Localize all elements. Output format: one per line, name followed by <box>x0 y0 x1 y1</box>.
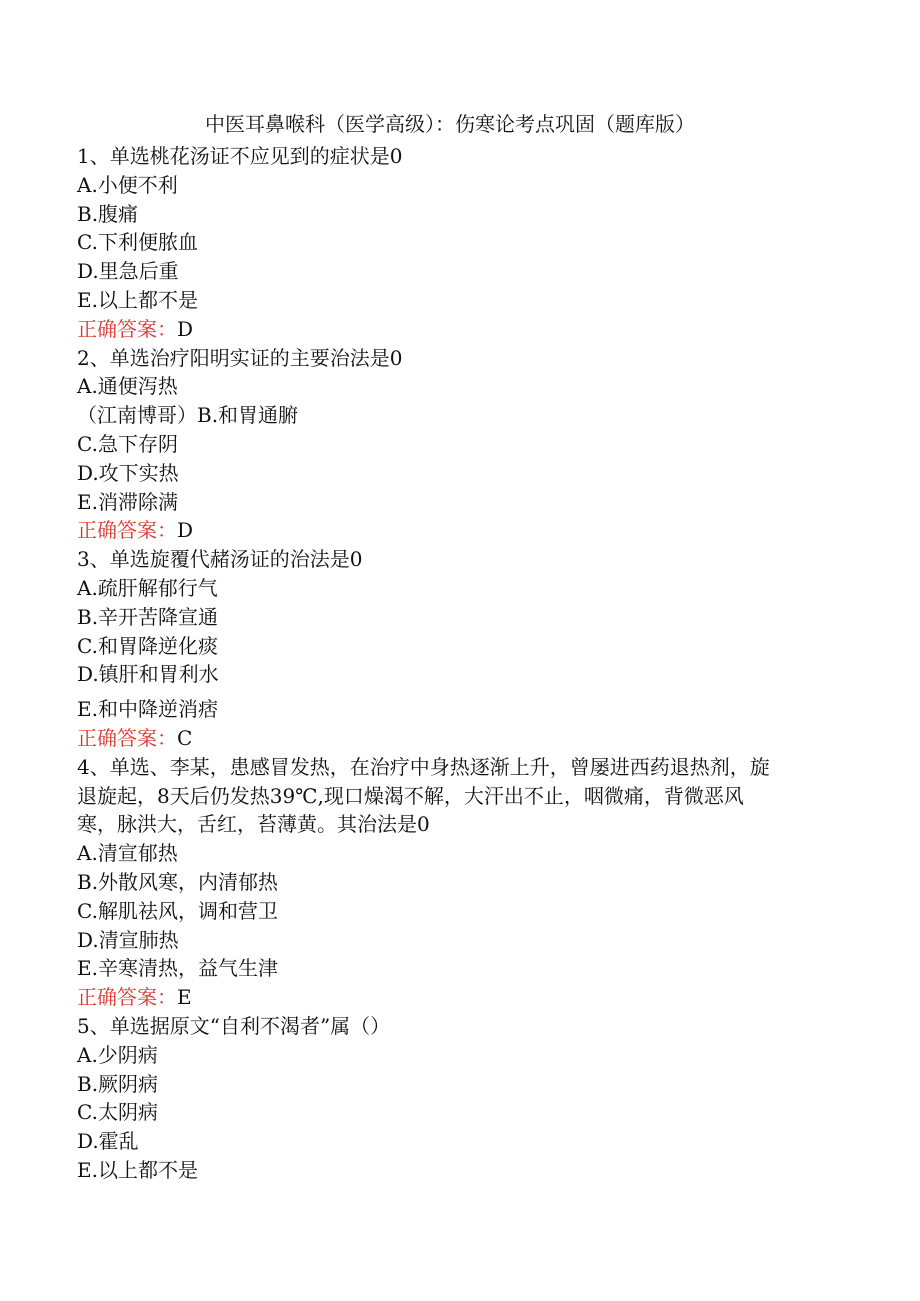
question-stem: 1、单选桃花汤证不应见到的症状是0 <box>77 144 403 168</box>
option-e: E.以上都不是 <box>77 1157 198 1182</box>
option-a: A.通便泻热 <box>77 374 178 399</box>
option-d: D.攻下实热 <box>77 460 179 485</box>
correct-answer <box>77 315 837 344</box>
question-stem: 2、单选治疗阳明实证的主要治法是0 <box>77 345 403 370</box>
question-list <box>77 142 837 1185</box>
option-e: E.消滞除满 <box>77 489 178 514</box>
question-3 <box>77 545 837 753</box>
option-b: （江南博哥）B.和胃通腑 <box>77 403 299 428</box>
option-c: C.急下存阴 <box>77 431 178 456</box>
correct-answer <box>77 724 837 753</box>
question-5 <box>77 1012 837 1185</box>
option-c: C.和胃降逆化痰 <box>77 633 218 658</box>
question-stem-line-2: 退旋起，8天后仍发热39℃,现口燥渴不解，大汗出不止，咽微痛，背微恶风 <box>77 783 744 808</box>
option-a: A.清宣郁热 <box>77 841 178 866</box>
correct-answer <box>77 516 837 545</box>
answer-value: E <box>177 985 192 1010</box>
option-d: D.清宣肺热 <box>77 927 179 952</box>
option-a: A.少阴病 <box>77 1042 158 1067</box>
document-title: 中医耳鼻喉科（医学高级）：伤寒论考点巩固（题库版） <box>205 112 695 136</box>
question-4 <box>77 753 837 1012</box>
option-b: B.外散风寒，内清郁热 <box>77 869 279 894</box>
option-e: E.辛寒清热，益气生津 <box>77 956 278 981</box>
option-c: C.解肌祛风，调和营卫 <box>77 898 278 923</box>
question-stem-line-1: 4、单选、李某，患感冒发热，在治疗中身热逐渐上升，曾屡进西药退热剂，旋 <box>77 754 770 779</box>
answer-label: 正确答案： <box>77 985 177 1010</box>
option-a: A.小便不利 <box>77 172 178 197</box>
answer-value: D <box>177 316 194 341</box>
answer-value: C <box>177 725 193 750</box>
answer-value: D <box>177 518 194 543</box>
option-e: E.和中降逆消痞 <box>77 697 218 722</box>
option-b: B.腹痛 <box>77 201 139 226</box>
option-b: B.辛开苦降宣通 <box>77 604 219 629</box>
answer-label: 正确答案： <box>77 518 177 543</box>
option-d: D.镇肝和胃利水 <box>77 662 219 687</box>
option-d: D.霍乱 <box>77 1129 139 1154</box>
option-e: E.以上都不是 <box>77 287 198 312</box>
question-stem: 3、单选旋覆代赭汤证的治法是0 <box>77 547 363 572</box>
option-b: B.厥阴病 <box>77 1071 159 1096</box>
question-2 <box>77 344 837 546</box>
question-stem: 5、单选据原文“自利不渴者”属（） <box>77 1013 391 1038</box>
question-stem-line-3: 寒，脉洪大，舌红，苔薄黄。其治法是0 <box>77 812 430 837</box>
question-1 <box>77 142 837 344</box>
option-c: C.太阴病 <box>77 1100 158 1125</box>
answer-label: 正确答案： <box>77 725 177 750</box>
answer-label: 正确答案： <box>77 316 177 341</box>
option-d: D.里急后重 <box>77 259 179 284</box>
option-c: C.下利便脓血 <box>77 230 198 255</box>
option-a: A.疏肝解郁行气 <box>77 575 218 600</box>
correct-answer <box>77 983 837 1012</box>
